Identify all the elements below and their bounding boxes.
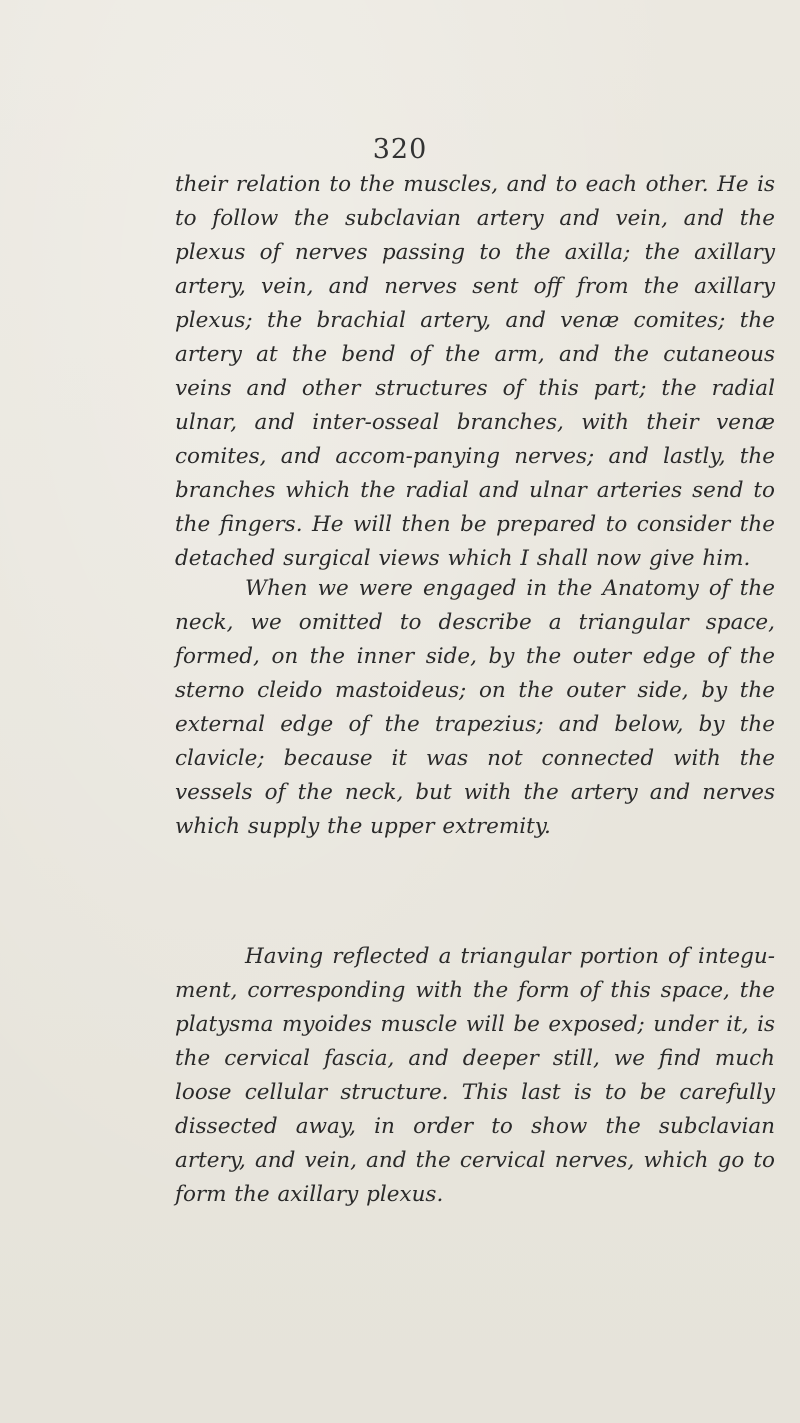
paragraph-3: Having reflected a triangular portion of integu-ment, corresponding with the form of this space, the platysma myoides muscle will be exposed; under it, is the cervical fascia, and deeper still, we find much loose cellular structure. This last is to be carefully dissected away, in order to show the subclavian artery, and vein, and the cervical nerves, which go to form the axillary plexus.	[175, 944, 775, 1207]
paragraph-2: When we were engaged in the Anatomy of the neck, we omitted to describe a triangular space, formed, on the inner side, by the outer edge of the sterno cleido mastoideus; on the outer side, by the external edge of the trapezius; and below, by the clavicle; because it was not connected with the vessels of the neck, but with the artery and nerves which supply the upper extremity.	[175, 576, 775, 839]
paragraph-1: their relation to the muscles, and to each other. He is to follow the subclavian artery and vein, and the plexus of nerves passing to the axilla; the axillary artery, vein, and nerves sent off from the axillary plexus; the brachial artery, and venæ comites; the artery at the bend of the arm, and the cutaneous veins and other structures of this part; the radial ulnar, and inter-osseal branches, with their venæ comites, and accom-panying nerves; and lastly, the branches which the radial and ulnar arteries send to the fingers. He will then be prepared to consider the detached surgical views which I shall now give him.	[175, 172, 775, 571]
page-number: 320	[372, 134, 428, 165]
